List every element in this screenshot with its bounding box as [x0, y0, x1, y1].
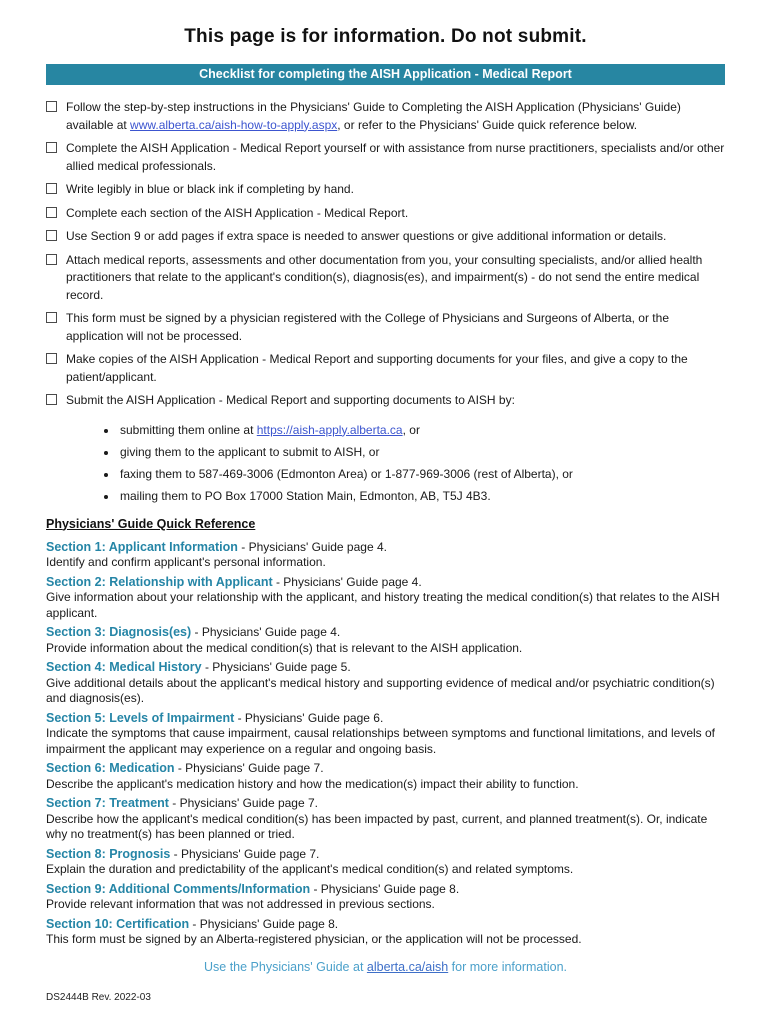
check-item-text: Attach medical reports, assessments and other documentation from you, your consulting specialists, and/or allied health practitioners that relate to the applicant's condition(s), diagnosis(es), and impairment(s) - do not send the entire medical record. [66, 252, 703, 302]
check-item-write-legibly [46, 181, 725, 199]
check-item-physician-signature [46, 310, 725, 345]
check-item-text: Use Section 9 or add pages if extra space is needed to answer questions or give additional information or details. [66, 229, 667, 243]
section-description: This form must be signed by an Alberta-registered physician, or the application will not be processed. [46, 932, 582, 946]
footer-note [46, 960, 725, 974]
section-9-additional-comments [46, 882, 725, 913]
section-title: Section 1: Applicant Information [46, 539, 238, 554]
quick-reference-heading: Physicians' Guide Quick Reference [46, 516, 256, 531]
bullet-text-pre: submitting them online at [120, 422, 257, 437]
section-7-treatment [46, 796, 725, 843]
check-item-text: Make copies of the AISH Application - Medical Report and supporting documents for your files, and give a copy to the patient/applicant. [66, 352, 688, 384]
submit-option-online [118, 423, 725, 437]
section-title: Section 2: Relationship with Applicant [46, 574, 273, 589]
submit-options-list [118, 423, 725, 503]
section-4-medical-history [46, 660, 725, 707]
section-title: Section 9: Additional Comments/Information [46, 881, 311, 896]
section-page-ref: - Physicians' Guide page 4. [272, 574, 422, 589]
section-5-levels-of-impairment [46, 711, 725, 758]
submit-option-fax: • faxing them to 587-469-3006 (Edmonton Area) or 1-877-969-3006 (rest of Alberta), or [118, 467, 725, 481]
section-page-ref: - Physicians' Guide page 8. [310, 881, 460, 896]
checkbox[interactable] [46, 142, 57, 153]
page-title: This page is for information. Do not submit. [184, 26, 587, 47]
section-page-ref: - Physicians' Guide page 5. [201, 660, 351, 674]
section-title: Section 4: Medical History [46, 660, 202, 674]
section-title: Section 6: Medication [46, 761, 175, 775]
section-description: Give additional details about the applicant's medical history and supporting evidence of medical and/or psychiatric condition(s) and diagnosis(es). [46, 675, 715, 705]
section-page-ref: - Physicians' Guide page 7. [170, 846, 320, 861]
checkbox[interactable] [46, 207, 57, 218]
section-8-prognosis [46, 847, 725, 878]
check-item-text: This form must be signed by a physician registered with the College of Physicians and Surgeons of Alberta, or the application will not be processed. [66, 311, 669, 343]
section-description: Provide information about the medical condition(s) that is relevant to the AISH application. [46, 640, 523, 655]
section-description: Indicate the symptoms that cause impairment, causal relationships between symptoms and functional limitations, and levels of impairment the applicant may experience on a regular and ongoing basis. [46, 726, 715, 756]
check-item-use-section9 [46, 228, 725, 246]
section-10-certification [46, 917, 725, 948]
check-item-text: Complete the AISH Application - Medical Report yourself or with assistance from nurse practitioners, specialists and/or other allied medical professionals. [66, 141, 725, 173]
section-title: Section 7: Treatment [46, 796, 169, 810]
section-title: Section 8: Prognosis [46, 846, 171, 861]
checklist-banner: Checklist for completing the AISH Application - Medical Report [46, 64, 725, 85]
checkbox[interactable] [46, 183, 57, 194]
submit-option-mail: • mailing them to PO Box 17000 Station Main, Edmonton, AB, T5J 4B3. [118, 489, 725, 503]
check-item-make-copies [46, 351, 725, 386]
section-6-medication [46, 761, 725, 792]
section-page-ref: - Physicians' Guide page 4. [191, 625, 341, 639]
checklist [46, 99, 725, 503]
section-description: Explain the duration and predictability of the applicant's medical condition(s) and related symptoms. [46, 862, 574, 876]
aish-how-to-apply-link[interactable]: www.alberta.ca/aish-how-to-apply.aspx [130, 117, 338, 132]
check-item-submit [46, 392, 725, 410]
form-code: DS2444B Rev. 2022-03 [46, 991, 151, 1003]
alberta-ca-aish-link[interactable]: alberta.ca/aish [366, 959, 449, 974]
section-description: Provide relevant information that was not addressed in previous sections. [46, 897, 435, 911]
section-title: Section 5: Levels of Impairment [46, 710, 235, 725]
aish-apply-link[interactable]: https://aish-apply.alberta.ca [256, 422, 403, 437]
checkbox[interactable] [46, 312, 57, 323]
check-item-text-post: , or refer to the Physicians' Guide quick reference below. [337, 117, 638, 132]
check-item-complete-sections [46, 205, 725, 223]
section-description: Identify and confirm applicant's personal information. [46, 555, 326, 569]
section-description: Describe how the applicant's medical condition(s) has been impacted by past, current, and planned treatment(s). Or, indicate why no treatment(s) has been planned or tried. [46, 811, 708, 841]
check-item-text: Submit the AISH Application - Medical Report and supporting documents to AISH by: [66, 393, 515, 407]
section-description: Give information about your relationship with the applicant, and history treating the medical condition(s) that relates to the AISH applicant. [46, 590, 720, 620]
footer-note-post: for more information. [448, 959, 567, 974]
section-page-ref: - Physicians' Guide page 7. [168, 796, 318, 810]
check-item-complete-yourself [46, 140, 725, 175]
check-item-text [66, 99, 725, 134]
section-page-ref: - Physicians' Guide page 8. [189, 916, 339, 931]
section-page-ref: - Physicians' Guide page 6. [234, 710, 384, 725]
check-item-text-pre: Follow the step-by-step instructions in the Physicians' Guide to Completing the AISH Application (Physicians' Guide) available at [66, 100, 681, 132]
section-title: Section 3: Diagnosis(es) [46, 625, 192, 639]
section-title: Section 10: Certification [46, 916, 190, 931]
checkbox[interactable] [46, 353, 57, 364]
checkbox[interactable] [46, 230, 57, 241]
section-page-ref: - Physicians' Guide page 4. [237, 539, 387, 554]
checkbox[interactable] [46, 394, 57, 405]
section-description: Describe the applicant's medication history and how the medication(s) impact their ability to function. [46, 776, 579, 791]
check-item-instructions [46, 99, 725, 134]
quick-reference-sections [46, 540, 725, 948]
section-3-diagnosis [46, 625, 725, 656]
checkbox[interactable] [46, 101, 57, 112]
bullet-text-post: , or [402, 422, 420, 437]
section-2-relationship-with-applicant [46, 575, 725, 622]
check-item-text: Complete each section of the AISH Application - Medical Report. [66, 205, 409, 220]
check-item-attach-reports [46, 252, 725, 305]
section-1-applicant-information [46, 540, 725, 571]
checkbox[interactable] [46, 254, 57, 265]
check-item-text: Write legibly in blue or black ink if completing by hand. [66, 182, 354, 196]
section-page-ref: - Physicians' Guide page 7. [174, 761, 324, 775]
footer-note-pre: Use the Physicians' Guide at [204, 959, 367, 974]
submit-option-applicant: • giving them to the applicant to submit to AISH, or [118, 445, 725, 459]
